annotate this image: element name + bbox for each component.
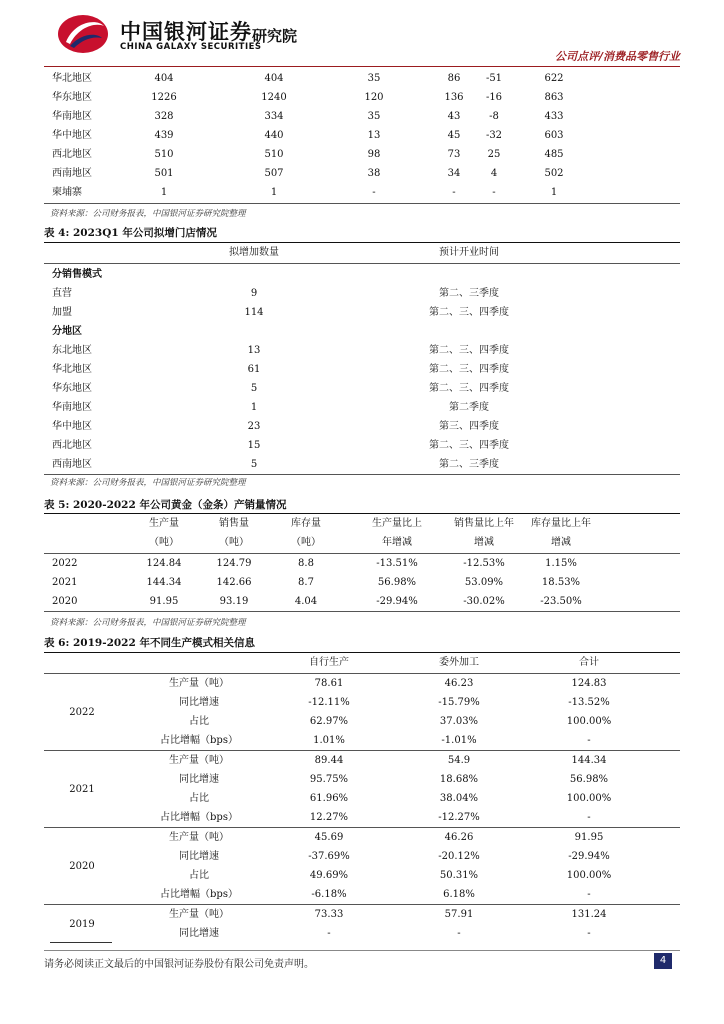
table-cell: 501 xyxy=(154,168,174,179)
column-header: 库存量比上年 xyxy=(531,518,591,529)
self-production-cell: 12.27% xyxy=(309,812,349,823)
table5-bottom-rule xyxy=(44,611,680,612)
group-label: 分地区 xyxy=(52,326,82,337)
count-cell: 9 xyxy=(250,288,258,299)
table-cell: -29.94% xyxy=(376,596,418,607)
table-cell: 34 xyxy=(447,168,461,179)
open-time-cell: 第二、三季度 xyxy=(439,459,499,470)
open-time-cell: 第二、三、四季度 xyxy=(429,345,509,356)
table-row xyxy=(44,398,680,417)
table-row xyxy=(44,693,680,712)
table3-body xyxy=(44,69,680,202)
table-row xyxy=(44,69,680,88)
total-cell: -29.94% xyxy=(568,851,610,862)
table-cell: 91.95 xyxy=(149,596,179,607)
self-production-cell: 45.69 xyxy=(314,832,344,843)
outsourced-cell: 57.91 xyxy=(444,909,474,920)
table-cell: 8.8 xyxy=(298,558,314,569)
year-label: 2020 xyxy=(52,596,78,607)
table-cell: 1 xyxy=(550,187,558,198)
group-label: 分销售模式 xyxy=(52,269,102,280)
table3-source: 资料来源：公司财务报表，中国银河证券研究院整理 xyxy=(50,209,246,219)
table-cell: 404 xyxy=(154,73,174,84)
table6-body xyxy=(44,674,680,943)
table-row xyxy=(44,924,680,943)
count-cell: 114 xyxy=(244,307,264,318)
table-cell: 120 xyxy=(364,92,384,103)
table-cell: 440 xyxy=(264,130,284,141)
total-cell: - xyxy=(587,812,591,823)
metric-label: 同比增速 xyxy=(179,697,219,708)
row-label: 华东地区 xyxy=(52,383,92,394)
table-row xyxy=(44,455,680,474)
column-header: 销售量比上年 xyxy=(454,518,514,529)
header-row xyxy=(44,514,680,533)
self-production-cell: -37.69% xyxy=(308,851,350,862)
total-cell: - xyxy=(587,735,591,746)
group-header-row xyxy=(44,265,680,284)
table6-caption: 表 6: 2019-2022 年不同生产模式相关信息 xyxy=(44,637,255,649)
table-row xyxy=(44,379,680,398)
outsourced-cell: 18.68% xyxy=(439,774,479,785)
table5-header xyxy=(44,514,680,552)
table-cell: 1 xyxy=(270,187,278,198)
count-cell: 5 xyxy=(250,459,258,470)
self-production-cell: 62.97% xyxy=(309,716,349,727)
self-production-cell: -12.11% xyxy=(308,697,350,708)
table-row xyxy=(44,770,680,789)
outsourced-cell: -1.01% xyxy=(441,735,477,746)
total-cell: 100.00% xyxy=(566,716,612,727)
total-cell: -13.52% xyxy=(568,697,610,708)
table-cell: -8 xyxy=(489,111,499,122)
row-label: 西南地区 xyxy=(52,168,92,179)
footer-disclaimer: 请务必阅读正文最后的中国银河证券股份有限公司免责声明。 xyxy=(44,959,314,970)
open-time-cell: 第二、三、四季度 xyxy=(429,383,509,394)
metric-label: 占比增幅（bps） xyxy=(160,735,238,746)
metric-label: 同比增速 xyxy=(179,928,219,939)
open-time-cell: 第二季度 xyxy=(449,402,489,413)
self-production-cell: - xyxy=(327,928,331,939)
table-row xyxy=(44,751,680,770)
table6-header-outsourced: 委外加工 xyxy=(439,657,479,668)
metric-label: 生产量（吨） xyxy=(169,678,229,689)
table-row xyxy=(44,341,680,360)
column-header: （吨） xyxy=(219,537,249,548)
table3-bottom-rule xyxy=(44,203,680,204)
table-row xyxy=(44,88,680,107)
self-production-cell: 49.69% xyxy=(309,870,349,881)
column-header: 销售量 xyxy=(219,518,249,529)
table-row xyxy=(44,417,680,436)
metric-label: 同比增速 xyxy=(179,774,219,785)
table5-caption: 表 5: 2020-2022 年公司黄金（金条）产销量情况 xyxy=(44,499,287,511)
table-cell: 439 xyxy=(154,130,174,141)
table5-body xyxy=(44,554,680,611)
open-time-cell: 第三、四季度 xyxy=(439,421,499,432)
table-row xyxy=(44,866,680,885)
metric-label: 生产量（吨） xyxy=(169,909,229,920)
table-cell: - xyxy=(492,187,496,198)
total-cell: 131.24 xyxy=(571,909,607,920)
self-production-cell: 89.44 xyxy=(314,755,344,766)
count-cell: 23 xyxy=(247,421,261,432)
table4-header-count: 拟增加数量 xyxy=(229,247,279,258)
table-row xyxy=(44,674,680,693)
row-label: 西北地区 xyxy=(52,149,92,160)
table-cell: 35 xyxy=(367,73,381,84)
row-label: 直营 xyxy=(52,288,72,299)
metric-label: 占比 xyxy=(189,870,209,881)
table-row xyxy=(44,303,680,322)
column-header: 增减 xyxy=(474,537,494,548)
table-row xyxy=(44,183,680,202)
count-cell: 13 xyxy=(247,345,261,356)
metric-label: 占比增幅（bps） xyxy=(160,889,238,900)
table4-body xyxy=(44,265,680,474)
table-cell: 124.84 xyxy=(146,558,182,569)
table-cell: 4 xyxy=(490,168,498,179)
row-label: 加盟 xyxy=(52,307,72,318)
outsourced-cell: 54.9 xyxy=(447,755,471,766)
outsourced-cell: 46.23 xyxy=(444,678,474,689)
table-cell: 18.53% xyxy=(541,577,581,588)
open-time-cell: 第二、三、四季度 xyxy=(429,307,509,318)
table-cell: 622 xyxy=(544,73,564,84)
table-cell: 485 xyxy=(544,149,564,160)
table4-header-rule xyxy=(44,263,680,264)
self-production-cell: 95.75% xyxy=(309,774,349,785)
table-row xyxy=(44,360,680,379)
year-label: 2019 xyxy=(69,918,95,930)
table-row xyxy=(44,284,680,303)
metric-label: 占比增幅（bps） xyxy=(160,812,238,823)
table-cell: - xyxy=(452,187,456,198)
table-row xyxy=(44,847,680,866)
table-row xyxy=(44,164,680,183)
logo-english-name: CHINA GALAXY SECURITIES xyxy=(120,42,262,52)
row-label: 东北地区 xyxy=(52,345,92,356)
group-header-row xyxy=(44,322,680,341)
row-label: 柬埔寨 xyxy=(52,187,82,198)
metric-label: 同比增速 xyxy=(179,851,219,862)
year-label: 2022 xyxy=(69,706,95,718)
column-header: 库存量 xyxy=(291,518,321,529)
header-row xyxy=(44,533,680,552)
table-row xyxy=(44,554,680,573)
table-row xyxy=(44,885,680,904)
table4-caption: 表 4: 2023Q1 年公司拟增门店情况 xyxy=(44,227,217,239)
table-cell: 142.66 xyxy=(216,577,252,588)
table-cell: 1226 xyxy=(151,92,177,103)
total-cell: 91.95 xyxy=(574,832,604,843)
logo-chinese-name: 中国银河证券 xyxy=(120,20,252,44)
header-rule xyxy=(44,66,680,67)
self-production-cell: 61.96% xyxy=(309,793,349,804)
institute-label: 研究院 xyxy=(252,27,298,45)
self-production-cell: 73.33 xyxy=(314,909,344,920)
column-header: 增减 xyxy=(551,537,571,548)
count-cell: 1 xyxy=(250,402,258,413)
table-cell: -13.51% xyxy=(376,558,418,569)
metric-label: 生产量（吨） xyxy=(169,832,229,843)
row-label: 华南地区 xyxy=(52,402,92,413)
row-label: 华北地区 xyxy=(52,364,92,375)
table-cell: 334 xyxy=(264,111,284,122)
table-cell: 510 xyxy=(264,149,284,160)
table-cell: 73 xyxy=(447,149,461,160)
table-row xyxy=(44,731,680,750)
table4-header xyxy=(44,243,680,262)
table-cell: 1 xyxy=(160,187,168,198)
table-cell: 404 xyxy=(264,73,284,84)
table-cell: 98 xyxy=(367,149,381,160)
self-production-cell: -6.18% xyxy=(311,889,347,900)
total-cell: 100.00% xyxy=(566,870,612,881)
table-cell: 4.04 xyxy=(294,596,318,607)
metric-label: 占比 xyxy=(189,716,209,727)
table6-header xyxy=(44,653,680,672)
count-cell: 61 xyxy=(247,364,261,375)
year-group xyxy=(44,905,680,943)
table-cell: 86 xyxy=(447,73,461,84)
table-cell: 433 xyxy=(544,111,564,122)
open-time-cell: 第二、三、四季度 xyxy=(429,440,509,451)
column-header: 生产量 xyxy=(149,518,179,529)
table-row xyxy=(44,592,680,611)
table-cell: 1.15% xyxy=(545,558,577,569)
column-header: 年增减 xyxy=(382,537,412,548)
outsourced-cell: -15.79% xyxy=(438,697,480,708)
row-label: 西南地区 xyxy=(52,459,92,470)
table-row xyxy=(44,107,680,126)
table4-bottom-rule xyxy=(44,474,680,475)
year-group xyxy=(44,751,680,828)
count-cell: 5 xyxy=(250,383,258,394)
table-cell: 507 xyxy=(264,168,284,179)
outsourced-cell: -20.12% xyxy=(438,851,480,862)
row-label: 华东地区 xyxy=(52,92,92,103)
galaxy-logo-icon xyxy=(56,12,110,56)
open-time-cell: 第二、三季度 xyxy=(439,288,499,299)
total-cell: 124.83 xyxy=(571,678,607,689)
row-label: 华中地区 xyxy=(52,130,92,141)
footnote-rule xyxy=(50,942,112,943)
outsourced-cell: -12.27% xyxy=(438,812,480,823)
table-cell: -23.50% xyxy=(540,596,582,607)
table-cell: 35 xyxy=(367,111,381,122)
table5-source: 资料来源：公司财务报表，中国银河证券研究院整理 xyxy=(50,618,246,628)
table-cell: 1240 xyxy=(261,92,287,103)
year-label: 2020 xyxy=(69,860,95,872)
metric-label: 占比 xyxy=(189,793,209,804)
year-group xyxy=(44,674,680,751)
table-cell: -51 xyxy=(485,73,503,84)
outsourced-cell: 50.31% xyxy=(439,870,479,881)
total-cell: - xyxy=(587,928,591,939)
column-header: （吨） xyxy=(291,537,321,548)
table-cell: 603 xyxy=(544,130,564,141)
footer-rule xyxy=(44,950,680,951)
report-category: 公司点评/消费品零售行业 xyxy=(554,50,680,63)
table-row xyxy=(44,126,680,145)
table-row xyxy=(44,712,680,731)
open-time-cell: 第二、三、四季度 xyxy=(429,364,509,375)
table-cell: 38 xyxy=(367,168,381,179)
table6-header-self: 自行生产 xyxy=(309,657,349,668)
table-cell: 328 xyxy=(154,111,174,122)
table-cell: 45 xyxy=(447,130,461,141)
self-production-cell: 78.61 xyxy=(314,678,344,689)
total-cell: 100.00% xyxy=(566,793,612,804)
table-row xyxy=(44,808,680,827)
table4-header-open-time: 预计开业时间 xyxy=(439,247,499,258)
table-cell: 56.98% xyxy=(377,577,417,588)
outsourced-cell: 6.18% xyxy=(443,889,475,900)
table-cell: 93.19 xyxy=(219,596,249,607)
page-header xyxy=(0,0,724,70)
table-cell: -16 xyxy=(485,92,503,103)
self-production-cell: 1.01% xyxy=(313,735,345,746)
outsourced-cell: 38.04% xyxy=(439,793,479,804)
outsourced-cell: - xyxy=(457,928,461,939)
year-label: 2022 xyxy=(52,558,78,569)
table-cell: 144.34 xyxy=(146,577,182,588)
total-cell: 56.98% xyxy=(569,774,609,785)
table-cell: 502 xyxy=(544,168,564,179)
year-label: 2021 xyxy=(52,577,78,588)
metric-label: 生产量（吨） xyxy=(169,755,229,766)
table-cell: 8.7 xyxy=(298,577,314,588)
year-label: 2021 xyxy=(69,783,95,795)
column-header: 生产量比上 xyxy=(372,518,422,529)
table-row xyxy=(44,436,680,455)
table-cell: 863 xyxy=(544,92,564,103)
table-cell: 53.09% xyxy=(464,577,504,588)
row-label: 华中地区 xyxy=(52,421,92,432)
outsourced-cell: 46.26 xyxy=(444,832,474,843)
table-cell: -30.02% xyxy=(463,596,505,607)
table-row xyxy=(44,573,680,592)
table-cell: 510 xyxy=(154,149,174,160)
table4-source: 资料来源：公司财务报表，中国银河证券研究院整理 xyxy=(50,478,246,488)
table-row xyxy=(44,789,680,808)
table-cell: 25 xyxy=(487,149,501,160)
total-cell: 144.34 xyxy=(571,755,607,766)
table-row xyxy=(44,905,680,924)
table-row xyxy=(44,145,680,164)
column-header: （吨） xyxy=(149,537,179,548)
row-label: 华北地区 xyxy=(52,73,92,84)
table-cell: - xyxy=(372,187,376,198)
table-cell: 124.79 xyxy=(216,558,252,569)
outsourced-cell: 37.03% xyxy=(439,716,479,727)
table-cell: 136 xyxy=(444,92,464,103)
table-cell: 43 xyxy=(447,111,461,122)
count-cell: 15 xyxy=(247,440,261,451)
page-number: 4 xyxy=(654,953,672,969)
row-label: 华南地区 xyxy=(52,111,92,122)
table-cell: -12.53% xyxy=(463,558,505,569)
table-cell: -32 xyxy=(485,130,503,141)
table6-header-total: 合计 xyxy=(579,657,599,668)
table-row xyxy=(44,828,680,847)
row-label: 西北地区 xyxy=(52,440,92,451)
year-group xyxy=(44,828,680,905)
table-cell: 13 xyxy=(367,130,381,141)
total-cell: - xyxy=(587,889,591,900)
